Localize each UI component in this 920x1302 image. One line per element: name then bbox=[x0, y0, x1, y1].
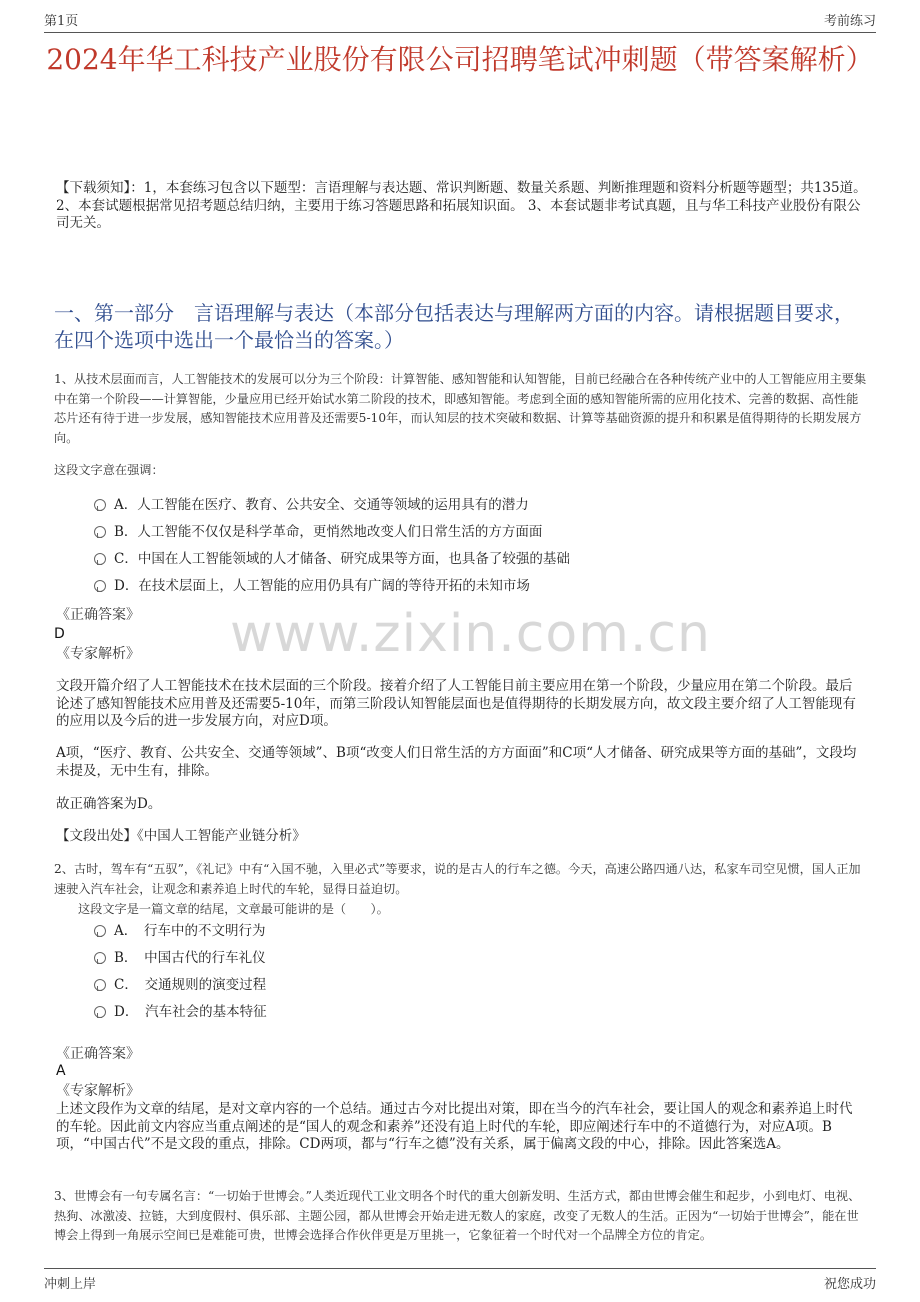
q1-analysis-label: 《专家解析》 bbox=[56, 646, 140, 662]
q2-analysis-label: 《专家解析》 bbox=[56, 1083, 140, 1099]
radio-icon[interactable] bbox=[94, 526, 106, 538]
section-heading: 一、第一部分 言语理解与表达（本部分包括表达与理解两方面的内容。请根据题目要求，在四个选项中选出一个最恰当的答案。） bbox=[54, 301, 854, 352]
q1-answer: D bbox=[54, 626, 65, 642]
radio-icon[interactable] bbox=[94, 979, 106, 991]
q1-answer-label: 《正确答案》 bbox=[56, 607, 140, 623]
q2-answer-label: 《正确答案》 bbox=[56, 1046, 140, 1062]
footer-right: 祝您成功 bbox=[823, 1277, 876, 1292]
question-2-prompt: 这段文字是一篇文章的结尾，文章最可能讲的是（ ）。 bbox=[78, 902, 389, 916]
q2-option-d[interactable] bbox=[94, 1003, 267, 1021]
header-label: 考前练习 bbox=[823, 14, 876, 29]
q1-analysis-p3: 故正确答案为D。 bbox=[56, 796, 162, 812]
q1-option-d[interactable] bbox=[94, 577, 530, 595]
q2-analysis: 上述文段作为文章的结尾，是对文章内容的一个总结。通过古今对比提出对策，即在当今的汽车社会，要让国人的观念和素养追上时代的车轮。因此前文内容应当重点阐述的是“国人的观念和素养”还没有追上时代的车轮，即应阐述行车中的不道德行为，对应A项。B项，“中国古代”不是文段的重点，排除。CD两项，都与“行车之德”没有关系，属于偏离文段的中心，排除。因此答案选A。 bbox=[56, 1101, 853, 1152]
q1-option-b[interactable] bbox=[94, 523, 542, 541]
q2-answer: A bbox=[56, 1063, 66, 1079]
question-3-text: 3、世博会有一句专属名言：“一切始于世博会。”人类近现代工业文明各个时代的重大创新发明、生活方式，都由世博会催生和起步，小到电灯、电视、热狗、冰激凌、拉链，大到度假村、俱乐部、主题公园，都从世博会开始走进无数人的家庭，改变了无数人的生活。正因为“一切始于世博会”，能在世博会上得到一角展示空间已是难能可贵，世博会选择合作伙伴更是万里挑一，它象征着一个时代对一个品牌全方位的肯定。 bbox=[54, 1189, 861, 1242]
watermark: www.zixin.com.cn bbox=[230, 604, 711, 664]
q1-option-a[interactable] bbox=[94, 496, 529, 514]
page-title: 2024年华工科技产业股份有限公司招聘笔试冲刺题（带答案解析） bbox=[46, 43, 874, 76]
q2-option-b[interactable] bbox=[94, 949, 266, 967]
option-label: A． 行车中的不文明行为 bbox=[114, 923, 266, 939]
radio-icon[interactable] bbox=[94, 580, 106, 592]
radio-icon[interactable] bbox=[94, 925, 106, 937]
q1-analysis-p1: 文段开篇介绍了人工智能技术在技术层面的三个阶段。接着介绍了人工智能目前主要应用在第一个阶段，少量应用在第二个阶段。最后论述了感知智能技术应用普及还需要5-10年，而第三阶段认知智能层面也是值得期待的长期发展方向，故文段主要介绍了人工智能现有的应用以及今后的进一步发展方向，对应D项。 bbox=[56, 678, 856, 729]
q2-option-a[interactable] bbox=[94, 922, 266, 940]
radio-icon[interactable] bbox=[94, 1006, 106, 1018]
footer-divider bbox=[44, 1268, 876, 1269]
option-label: C． 交通规则的演变过程 bbox=[114, 977, 267, 993]
option-label: B． 中国古代的行车礼仪 bbox=[114, 950, 266, 966]
q2-option-c[interactable] bbox=[94, 976, 266, 994]
q1-source: 【文段出处】《中国人工智能产业链分析》 bbox=[56, 828, 306, 844]
q1-option-c[interactable] bbox=[94, 550, 570, 568]
question-2-text: 2、古时，驾车有“五驭”，《礼记》中有“入国不驰，入里必式”等要求，说的是古人的行车之德。今天，高速公路四通八达，私家车司空见惯，国人正加速驶入汽车社会，让观念和素养追上时代的车轮，显得日益迫切。 bbox=[54, 862, 861, 896]
radio-icon[interactable] bbox=[94, 553, 106, 565]
question-1-text: 1、从技术层面而言，人工智能技术的发展可以分为三个阶段：计算智能、感知智能和认知智能，目前已经融合在各种传统产业中的人工智能应用主要集中在第一个阶段——计算智能，少量应用已经开始试水第二阶段的技术，即感知智能。考虑到全面的感知智能所需的应用化技术、完善的数据、高性能芯片还有待于进一步发展，感知智能技术应用普及还需要5-10年，而认知层的技术突破和数据、计算等基础资源的提升和积累是值得期待的长期发展方向。 bbox=[54, 372, 867, 445]
question-1-prompt: 这段文字意在强调： bbox=[54, 463, 164, 477]
radio-icon[interactable] bbox=[94, 952, 106, 964]
footer-left: 冲刺上岸 bbox=[44, 1277, 97, 1292]
option-label: C．中国在人工智能领域的人才储备、研究成果等方面，也具备了较强的基础 bbox=[114, 551, 570, 567]
option-label: D．在技术层面上，人工智能的应用仍具有广阔的等待开拓的未知市场 bbox=[114, 578, 530, 594]
header-divider bbox=[44, 32, 876, 33]
q1-analysis-p2: A项，“医疗、教育、公共安全、交通等领域”、B项“改变人们日常生活的方方面面”和C项“人才储备、研究成果等方面的基础”，文段均未提及，无中生有，排除。 bbox=[56, 745, 857, 779]
download-notice: 【下载须知】：1，本套练习包含以下题型：言语理解与表达题、常识判断题、数量关系题、判断推理题和资料分析题等题型；共135道。 2、本套试题根据常见招考题总结归纳，主要用于练习答题思路和拓展知识面。 3、本套试题非考试真题，且与华工科技产业股份有限公司无关。 bbox=[56, 180, 867, 231]
page-number: 第1页 bbox=[44, 14, 79, 29]
option-label: A．人工智能在医疗、教育、公共安全、交通等领域的运用具有的潜力 bbox=[114, 497, 529, 513]
radio-icon[interactable] bbox=[94, 499, 106, 511]
option-label: D． 汽车社会的基本特征 bbox=[114, 1004, 267, 1020]
option-label: B．人工智能不仅仅是科学革命，更悄然地改变人们日常生活的方方面面 bbox=[114, 524, 543, 540]
